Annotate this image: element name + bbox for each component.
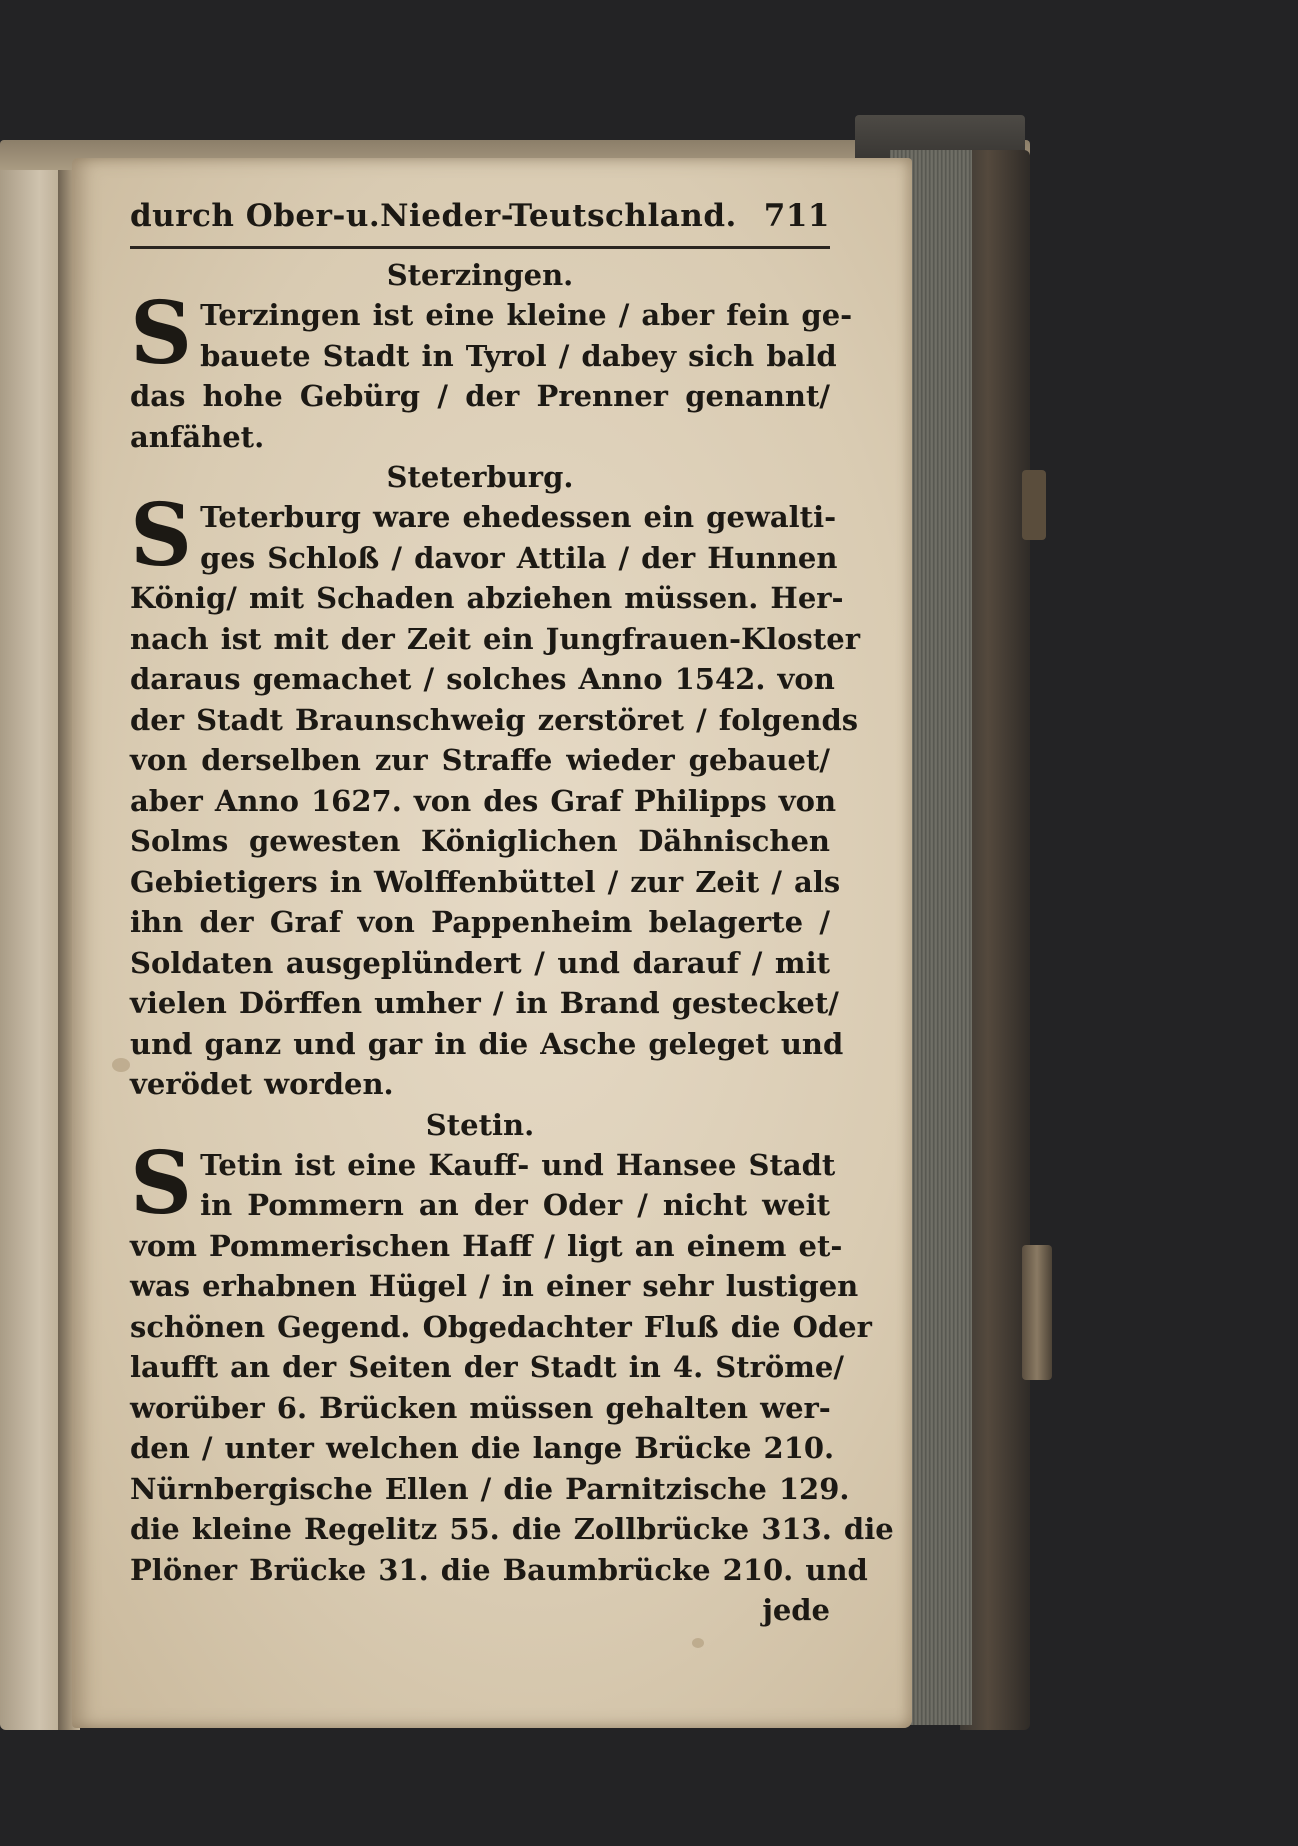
text-line: Tetin ist eine Kauff- und Hansee Stadt xyxy=(200,1147,836,1182)
text-line: König/ mit Schaden abziehen müssen. Her- xyxy=(130,581,844,615)
text-line: der Stadt Braunschweig zerstöret / folgends xyxy=(130,702,859,737)
running-header xyxy=(130,198,830,249)
text-line: Gebietigers in Wolffenbüttel / zur Zeit / als xyxy=(130,864,841,899)
section-title-steterburg: Steterburg. xyxy=(386,460,574,494)
text-line: Nürnbergische Ellen / die Parnitzische 129. xyxy=(130,1471,850,1506)
text-line: Solms gewesten Königlichen Dähnischen xyxy=(130,824,830,858)
text-line: und ganz und gar in die Asche geleget und xyxy=(130,1026,844,1061)
foxing-spot xyxy=(112,1058,130,1072)
text-line: daraus gemachet / solches Anno 1542. von xyxy=(130,662,835,696)
page-number: 711 xyxy=(763,198,830,234)
section-title-stetin: Stetin. xyxy=(425,1107,535,1142)
text-line: was erhabnen Hügel / in einer sehr lustigen xyxy=(130,1269,859,1303)
catchword: jede xyxy=(762,1593,830,1627)
text-line: die kleine Regelitz 55. die Zollbrücke 313. die xyxy=(130,1512,894,1546)
section-paragraph-stetin xyxy=(130,1132,894,1591)
text-line: aber Anno 1627. von des Graf Philipps von xyxy=(130,783,837,818)
text-line: vielen Dörffen umher / in Brand gestecket/ xyxy=(130,986,839,1020)
text-line: worüber 6. Brücken müssen gehalten wer- xyxy=(130,1390,831,1425)
text-line: bauete Stadt in Tyrol / dabey sich bald xyxy=(200,338,837,373)
text-line: schönen Gegend. Obgedachter Fluß die Oder xyxy=(130,1309,872,1344)
section-paragraph-steterburg xyxy=(130,485,861,1105)
text-line: anfähet. xyxy=(130,419,265,454)
text-line: Plöner Brücke 31. die Baumbrücke 210. und xyxy=(130,1552,868,1587)
page-text xyxy=(130,198,894,1630)
text-line: ihn der Graf von Pappenheim belagerte / xyxy=(130,905,830,939)
text-line: von derselben zur Straffe wieder gebauet/ xyxy=(130,743,830,777)
running-title: durch Ober-u.Nieder-Teutschland. xyxy=(130,198,737,234)
drop-cap: S xyxy=(130,485,193,586)
drop-cap: S xyxy=(130,1132,193,1234)
drop-cap: S xyxy=(130,283,193,384)
text-line: Teterburg ware ehedessen ein gewalti- xyxy=(200,500,837,534)
text-line: vom Pommerischen Haff / ligt an einem et- xyxy=(130,1228,843,1263)
text-line: ges Schloß / davor Attila / der Hunnen xyxy=(200,540,838,575)
section-title-sterzingen: Sterzingen. xyxy=(386,258,574,292)
text-line: Soldaten ausgeplündert / und darauf / mit xyxy=(130,945,830,980)
text-line: nach ist mit der Zeit ein Jungfrauen-Kloster xyxy=(130,621,861,656)
text-line: in Pommern an der Oder / nicht weit xyxy=(200,1188,830,1222)
book-page xyxy=(72,158,912,1728)
section-paragraph-sterzingen xyxy=(130,283,853,457)
clasp-hinge-lower xyxy=(1022,1245,1052,1380)
foxing-spot xyxy=(692,1638,704,1648)
clasp-hinge-upper xyxy=(1022,470,1046,540)
text-line: den / unter welchen die lange Brücke 210. xyxy=(130,1431,835,1465)
text-line: laufft an der Seiten der Stadt in 4. Ströme/ xyxy=(130,1350,844,1384)
text-line: Terzingen ist eine kleine / aber fein ge- xyxy=(200,298,853,332)
text-line: verödet worden. xyxy=(130,1067,394,1101)
text-line: das hohe Gebürg / der Prenner genannt/ xyxy=(130,379,830,413)
